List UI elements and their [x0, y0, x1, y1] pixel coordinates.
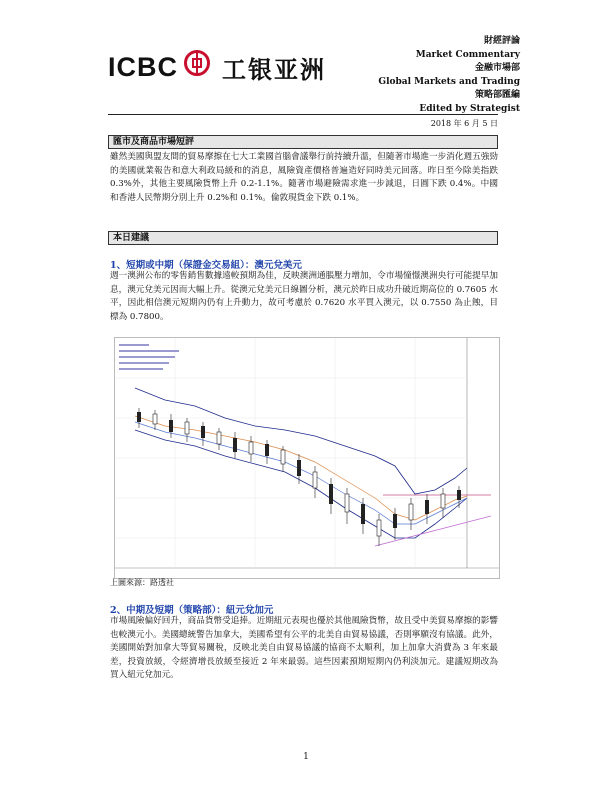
section-title-box: 本日建議 — [108, 231, 498, 245]
chart-source-caption: 上圖來源：路透社 — [110, 578, 174, 587]
page-number: 1 — [303, 752, 309, 762]
header-line: 財經評論 — [483, 36, 520, 46]
header-line: Edited by Strategist — [419, 103, 520, 114]
recommendation-heading: 2、中期及短期（策略部）：紐元兌加元 — [110, 605, 274, 616]
report-date: 2018 年 6 月 5 日 — [430, 119, 498, 128]
market-commentary-text: 雖然美國與盟友間的貿易摩擦在七大工業國首腦會議舉行前持續升溫，但隨著市場進一步消化週五強勁的美國就業報告和意大利政局緩和的消息，風險資產價格普遍造好同時美元回落。昨日至今除美指跌 0.3%外，其他主要風險貨幣上升 0.2-1.1%。隨著市場避險需求進一步減退，日圓下跌 0.4%。中國和香港人民幣期分別上升 0.2%和 0.1%。倫敦現貨金下跌 0.1%。 — [110, 152, 498, 203]
recommendation-text: 週一澳洲公布的零售銷售數據遠較預期為佳，反映澳洲通脹壓力增加，令市場憧憬澳洲央行可能提早加息，澳元兌美元因而大幅上升。從澳元兌美元日線圖分析，澳元於昨日成功升破近期高位的 0.7605 水平，因此相信澳元短期內仍有上升動力，故可考慮於 0.7620 水平買入澳元，以 0.7550 為止蝕，目標為 0.7800。 — [110, 271, 498, 322]
header-divider — [108, 114, 498, 115]
candlestick-chart-image — [114, 337, 500, 579]
header-line: 金融市場部 — [474, 63, 520, 73]
recommendation-text: 市場風險偏好回升，商品貨幣受追捧。近期紐元表現也優於其他風險貨幣，故且受中美貿易摩擦的影響也較澳元小。美國總統警告加拿大，美國希望有公平的北美自由貿易協議，否則寧願沒有協議。此外，美國開始對加拿大等貿易關稅，反映北美自由貿易協議的協商不太順利，加上加拿大消費為 3 年來最差，投資放緩，令經濟增長放緩至接近 2 年來最弱。這些因素預期短期內仍利淡加元。建議短期改為買入紐元兌加元。 — [110, 616, 498, 680]
header-line: Global Markets and Trading — [378, 76, 520, 87]
section-title-box: 匯市及商品市場短評 — [108, 135, 498, 149]
logo-icbc-text: ICBC — [108, 52, 178, 82]
icbc-seal-icon — [184, 50, 210, 76]
header-titles — [378, 35, 520, 116]
recommendation-heading: 1、短期或中期（保證金交易組）：澳元兌美元 — [110, 260, 302, 271]
logo-cn-text: 工银亚洲 — [222, 56, 326, 84]
header-line: 策略部匯編 — [474, 90, 520, 100]
header-line: Market Commentary — [415, 49, 520, 60]
